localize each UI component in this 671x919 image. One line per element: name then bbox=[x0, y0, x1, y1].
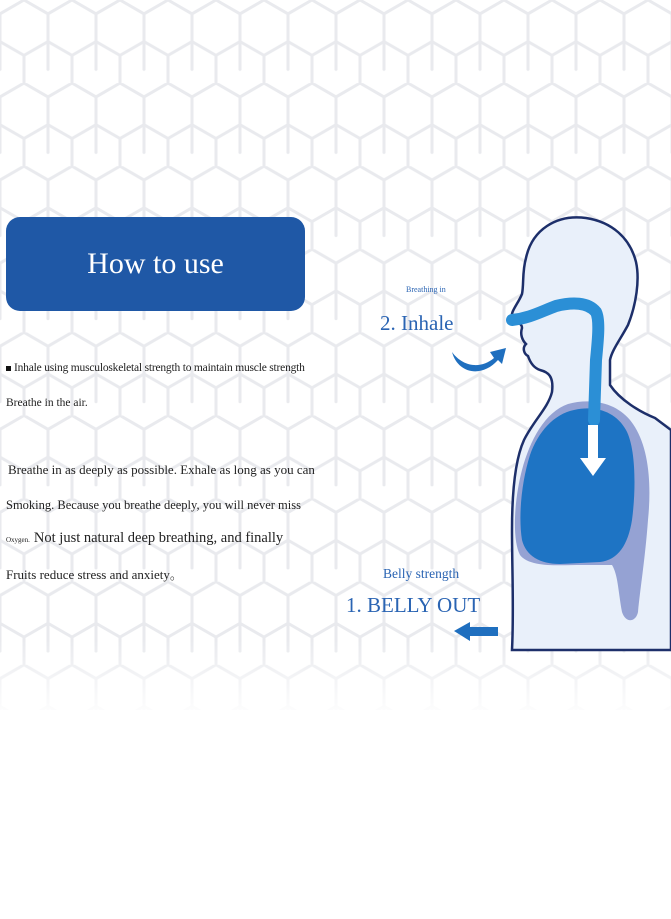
instruction-line-6: Fruits reduce stress and anxiety。 bbox=[6, 567, 183, 582]
page-title: How to use bbox=[87, 247, 224, 280]
belly-out-arrow-icon bbox=[454, 622, 498, 641]
breathing-in-label: Breathing in bbox=[406, 285, 446, 294]
instruction-line-2: Breathe in the air. bbox=[6, 397, 88, 409]
inhale-label: 2. Inhale bbox=[380, 311, 454, 335]
instruction-text-1: Inhale using musculoskeletal strength to maintain muscle strength bbox=[14, 362, 305, 374]
instruction-line-3: Breathe in as deeply as possible. Exhale as long as you can bbox=[8, 462, 315, 477]
instruction-line-4: Smoking. Because you breathe deeply, you will never miss bbox=[6, 498, 301, 512]
inhale-curved-arrow-icon bbox=[452, 348, 506, 371]
instruction-text-5-small: Oxygen. bbox=[6, 536, 30, 544]
belly-strength-label: Belly strength bbox=[383, 566, 460, 581]
belly-out-label: 1. BELLY OUT bbox=[346, 593, 481, 617]
instruction-text-5: Not just natural deep breathing, and finally bbox=[33, 530, 284, 546]
